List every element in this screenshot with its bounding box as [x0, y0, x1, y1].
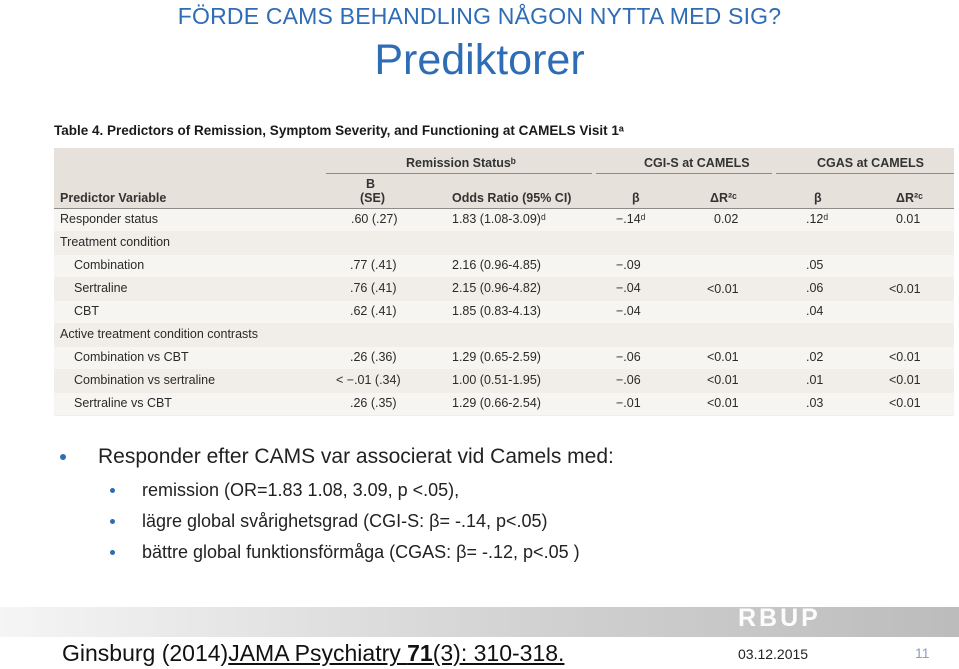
bullet-text: Responder efter CAMS var associerat vid Camels med:	[98, 445, 614, 468]
bullet-text: bättre global funktionsförmåga (CGAS: β= -.12, p<.05 )	[142, 542, 580, 562]
row-b: < −.01 (.34)	[336, 373, 401, 387]
row-or: 2.16 (0.96-4.85)	[452, 258, 541, 272]
bullet-dot	[110, 519, 115, 524]
col-header-dr-cgis: ΔR²ᶜ	[710, 191, 737, 205]
col-header-beta-cgas: β	[814, 191, 822, 205]
row-beta-cgis: −.09	[616, 258, 641, 272]
col-header-b: B	[366, 177, 376, 191]
col-header-or: Odds Ratio (95% CI)	[452, 191, 572, 205]
row-b: .60 (.27)	[351, 212, 398, 226]
row-or: 1.83 (1.08-3.09)ᵈ	[452, 212, 546, 226]
row-dr-cgas: <0.01	[889, 396, 921, 410]
row-beta-cgis: −.14ᵈ	[616, 212, 646, 226]
row-dr-cgas: 0.01	[896, 212, 921, 226]
citation-volume: 71	[407, 640, 433, 666]
row-beta-cgas: .05	[806, 258, 824, 272]
slide-title: Prediktorer	[374, 36, 585, 84]
row-b: .62 (.41)	[350, 304, 397, 318]
table-caption: Table 4. Predictors of Remission, Symptom Severity, and Functioning at CAMELS Visit 1ᵃ	[54, 120, 954, 148]
row-b: .26 (.36)	[350, 350, 397, 364]
rbup-logo: RBUP	[738, 604, 821, 632]
row-beta-cgas: .01	[806, 373, 824, 387]
row-dr-cgis: 0.02	[714, 212, 739, 226]
row-beta-cgis: −.04	[616, 281, 641, 295]
group-header-cgis: CGI-S at CAMELS	[644, 156, 750, 170]
row-or: 1.85 (0.83-4.13)	[452, 304, 541, 318]
row-dr-cgas: <0.01	[889, 282, 921, 296]
row-dr-cgas: <0.01	[889, 373, 921, 387]
row-label: Combination vs sertraline	[74, 373, 216, 387]
row-label: Combination vs CBT	[74, 350, 189, 364]
row-b: .77 (.41)	[350, 258, 397, 272]
row-or: 1.29 (0.66-2.54)	[452, 396, 541, 410]
row-label: Combination	[74, 258, 145, 272]
row-beta-cgis: −.06	[616, 373, 641, 387]
group-header-remission: Remission Statusᵇ	[406, 156, 516, 170]
citation	[62, 640, 564, 667]
predictors-table	[54, 120, 954, 416]
group-rule-remission	[326, 173, 592, 174]
citation-journal: JAMA Psychiatry 71(3): 310-318.	[228, 640, 565, 666]
group-header-cgas: CGAS at CAMELS	[817, 156, 924, 170]
row-b: .26 (.35)	[350, 396, 397, 410]
row-dr-cgis: <0.01	[707, 373, 739, 387]
row-beta-cgis: −.01	[616, 396, 641, 410]
row-beta-cgas: .12ᵈ	[806, 212, 829, 226]
col-header-beta-cgis: β	[632, 191, 640, 205]
row-beta-cgas: .04	[806, 304, 824, 318]
row-beta-cgas: .03	[806, 396, 824, 410]
row-label: Responder status	[60, 212, 158, 226]
group-rule-cgas	[776, 173, 954, 174]
group-rule-cgis	[596, 173, 772, 174]
slide-supertitle: FÖRDE CAMS BEHANDLING NÅGON NYTTA MED SIG?	[177, 3, 782, 29]
slide-date: 03.12.2015	[738, 646, 809, 662]
section-label-treatment: Treatment condition	[60, 235, 171, 249]
bullet-dot	[110, 550, 115, 555]
bullet-dot	[60, 454, 66, 460]
col-header-dr-cgas: ΔR²ᶜ	[896, 191, 923, 205]
row-label: CBT	[74, 304, 99, 318]
row-label: Sertraline	[74, 281, 128, 295]
col-header-predictor: Predictor Variable	[60, 191, 167, 205]
row-dr-cgas: <0.01	[889, 350, 921, 364]
bullet-text: remission (OR=1.83 1.08, 3.09, p <.05),	[142, 480, 460, 500]
row-beta-cgas: .06	[806, 281, 824, 295]
col-header-se: (SE)	[360, 191, 385, 205]
row-dr-cgis: <0.01	[707, 396, 739, 410]
row-b: .76 (.41)	[350, 281, 397, 295]
row-dr-cgis: <0.01	[707, 350, 739, 364]
row-or: 1.00 (0.51-1.95)	[452, 373, 541, 387]
row-beta-cgas: .02	[806, 350, 824, 364]
bullet-text: lägre global svårighetsgrad (CGI-S: β= -.14, p<.05)	[142, 511, 548, 531]
row-or: 1.29 (0.65-2.59)	[452, 350, 541, 364]
row-or: 2.15 (0.96-4.82)	[452, 281, 541, 295]
page-number: 11	[915, 645, 930, 661]
citation-authors: Ginsburg (2014)	[62, 640, 229, 666]
section-label-contrasts: Active treatment condition contrasts	[60, 327, 259, 341]
row-beta-cgis: −.06	[616, 350, 641, 364]
row-dr-cgis: <0.01	[707, 282, 739, 296]
bullet-dot	[110, 488, 115, 493]
row-label: Sertraline vs CBT	[74, 396, 172, 410]
row-beta-cgis: −.04	[616, 304, 641, 318]
